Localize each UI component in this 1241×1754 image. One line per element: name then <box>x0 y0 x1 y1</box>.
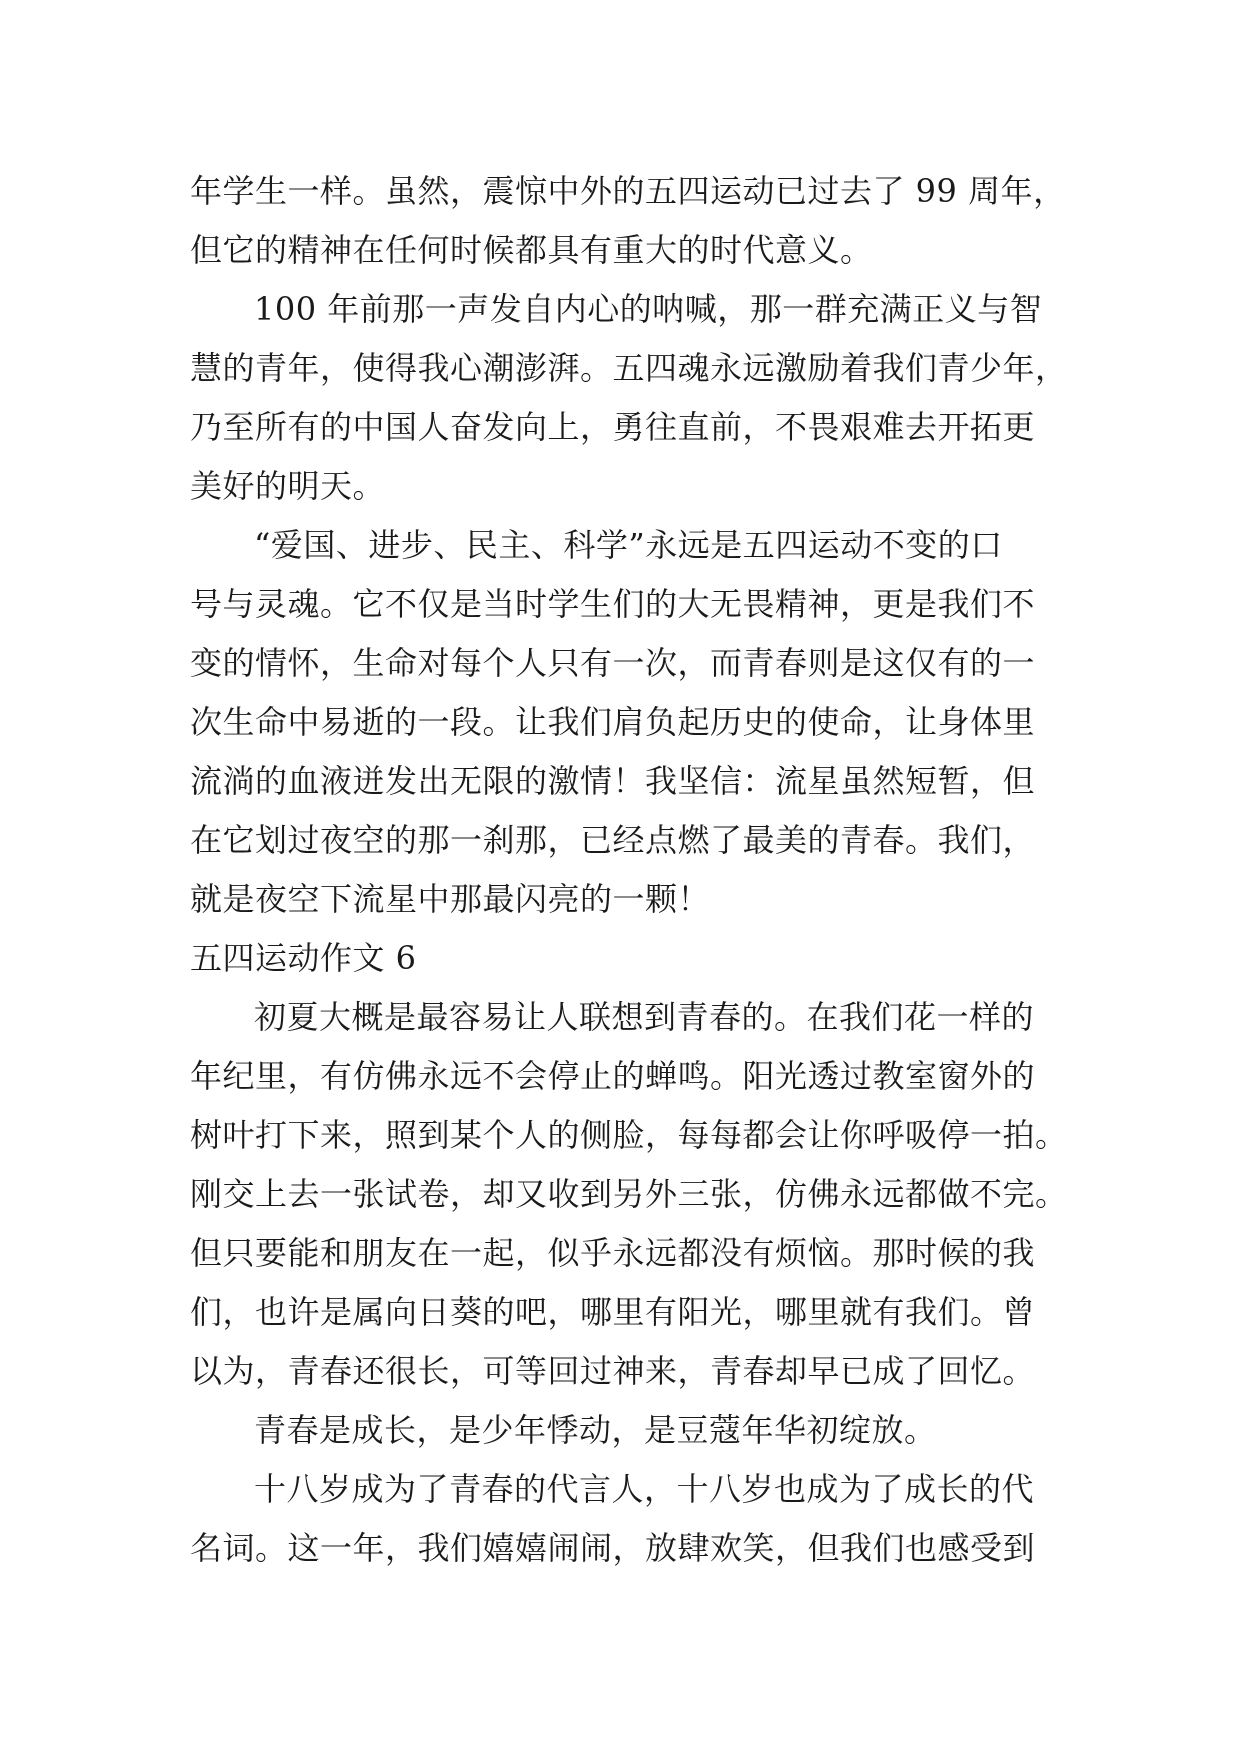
text-line: 乃至所有的中国人奋发向上，勇往直前，不畏艰难去开拓更 <box>190 408 1036 446</box>
text-line: 以为，青春还很长，可等回过神来，青春却早已成了回忆。 <box>190 1352 1036 1390</box>
text-line: 在它划过夜空的那一刹那，已经点燃了最美的青春。我们， <box>190 821 1036 859</box>
text-line: 变的情怀，生命对每个人只有一次，而青春则是这仅有的一 <box>190 644 1036 682</box>
text-line: 树叶打下来，照到某个人的侧脸，每每都会让你呼吸停一拍。 <box>190 1116 1068 1154</box>
text-line: 名词。这一年，我们嬉嬉闹闹，放肆欢笑，但我们也感受到 <box>190 1529 1036 1567</box>
paragraph-start: 初夏大概是最容易让人联想到青春的。在我们花一样的 <box>254 998 1035 1036</box>
text-line: 流淌的血液迸发出无限的激情！我坚信：流星虽然短暂，但 <box>190 762 1036 800</box>
paragraph-start: “爱国、进步、民主、科学”永远是五四运动不变的口 <box>254 526 1003 564</box>
text-line: 号与灵魂。它不仅是当时学生们的大无畏精神，更是我们不 <box>190 585 1036 623</box>
text-line: 但它的精神在任何时候都具有重大的时代意义。 <box>190 231 873 269</box>
text-line: 但只要能和朋友在一起，似乎永远都没有烦恼。那时候的我 <box>190 1234 1036 1272</box>
text-line: 年学生一样。虽然，震惊中外的五四运动已过去了 99 周年， <box>190 172 1066 210</box>
text-line: 次生命中易逝的一段。让我们肩负起历史的使命，让身体里 <box>190 703 1036 741</box>
paragraph-start: 100 年前那一声发自内心的呐喊，那一群充满正义与智 <box>254 290 1043 328</box>
paragraph-start: 十八岁成为了青春的代言人，十八岁也成为了成长的代 <box>254 1470 1035 1508</box>
text-line: 刚交上去一张试卷，却又收到另外三张，仿佛永远都做不完。 <box>190 1175 1068 1213</box>
section-heading: 五四运动作文 6 <box>190 939 417 977</box>
document-body <box>190 162 1068 1578</box>
text-line: 慧的青年，使得我心潮澎湃。五四魂永远激励着我们青少年， <box>190 349 1068 387</box>
text-line: 年纪里，有仿佛永远不会停止的蝉鸣。阳光透过教室窗外的 <box>190 1057 1036 1095</box>
text-line: 们，也许是属向日葵的吧，哪里有阳光，哪里就有我们。曾 <box>190 1293 1036 1331</box>
text-line: 就是夜空下流星中那最闪亮的一颗！ <box>190 880 711 918</box>
paragraph-start: 青春是成长，是少年悸动，是豆蔻年华初绽放。 <box>254 1411 937 1449</box>
text-line: 美好的明天。 <box>190 467 386 505</box>
